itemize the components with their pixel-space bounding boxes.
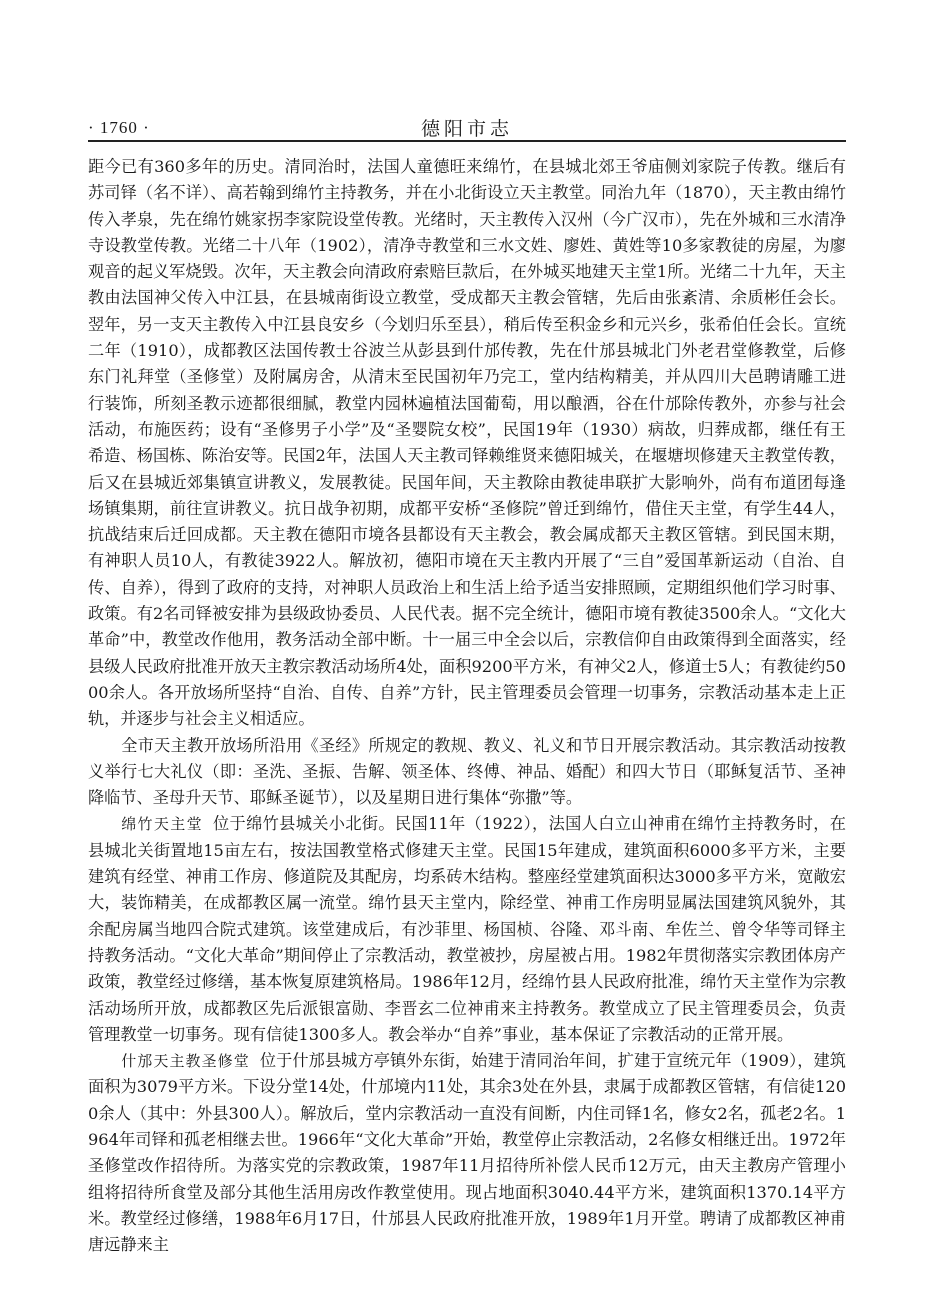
paragraph-text: 全市天主教开放场所沿用《圣经》所规定的教规、教义、礼义和节日开展宗教活动。其宗教活动按教义举行七大礼仪（即：圣洗、圣振、告解、领圣体、终傅、神品、婚配）和四大节日（耶稣复活节、圣神降临节、圣母升天节、耶稣圣诞节），以及星期日进行集体“弥撒”等。 [88, 735, 846, 808]
section-shifang-church [88, 1048, 846, 1258]
header-rule [88, 140, 846, 142]
paragraph-1 [88, 154, 846, 733]
paragraph-text: 距今已有360多年的历史。清同治时，法国人童德旺来绵竹，在县城北郊王爷庙侧刘家院子传教。继后有苏司铎（名不详）、高若翰到绵竹主持教务，并在小北街设立天主教堂。同治九年（1870），天主教由绵竹传入孝泉，先在绵竹姚家拐李家院设堂传教。光绪时，天主教传入汉州（今广汉市），先在外城和三水清净寺设教堂传教。光绪二十八年（1902），清净寺教堂和三水文姓、廖姓、黄姓等10多家教徒的房屋，为廖观音的起义军烧毁。次年，天主教会向清政府索赔巨款后，在外城买地建天主堂1所。光绪二十九年，天主教由法国神父传入中江县，在县城南街设立教堂，受成都天主教会管辖，先后由张紊清、余质彬任会长。翌年，另一支天主教传入中江县良安乡（今划归乐至县），稍后传至积金乡和元兴乡，张希伯任会长。宣统二年（1910），成都教区法国传教士谷波兰从彭县到什邡传教，先在什邡县城北门外老君堂修教堂，后修东门礼拜堂（圣修堂）及附属房舍，从清末至民国初年乃完工，堂内结构精美，并从四川大邑聘请雕工进行装饰，所刻圣教示迹都很细腻，教堂内园林遍植法国葡萄，用以酿酒，谷在什邡除传教外，亦参与社会活动，布施医药；设有“圣修男子小学”及“圣婴院女校”，民国19年（1930）病故，归葬成都，继任有王希造、杨国栋、陈治安等。民国2年，法国人天主教司铎赖维贤来德阳城关，在堰塘坝修建天主教堂传教，后又在县城近郊集镇宣讲教义，发展教徒。民国年间，天主教除由教徒串联扩大影响外，尚有布道团每逢场镇集期，前往宣讲教义。抗日战争初期，成都平安桥“圣修院”曾迁到绵竹，借住天主堂，有学生44人，抗战结束后迁回成都。天主教在德阳市境各县都设有天主教会，教会属成都天主教区管辖。到民国末期，有神职人员10人，有教徒3922人。解放初，德阳市境在天主教内开展了“三自”爱国革新运动（自治、自传、自养），得到了政府的支持，对神职人员政治上和生活上给予适当安排照顾，定期组织他们学习时事、政策。有2名司铎被安排为县级政协委员、人民代表。据不完全统计，德阳市境有教徒3500余人。“文化大革命”中，教堂改作他用，教务活动全部中断。十一届三中全会以后，宗教信仰自由政策得到全面落实，经县级人民政府批准开放天主教宗教活动场所4处，面积9200平方米，有神父2人，修道士5人；有教徒约5000余人。各开放场所坚持“自治、自传、自养”方针，民主管理委员会管理一切事务，宗教活动基本走上正轨，并逐步与社会主义相适应。 [88, 157, 846, 729]
body-text [88, 154, 846, 1258]
paragraph-text: 位于什邡县城方亭镇外东街，始建于清同治年间，扩建于宣统元年（1909），建筑面积为3079平方米。下设分堂14处，什邡境内11处，其余3处在外县，隶属于成都教区管辖，有信徒1200余人（其中：外县300人）。解放后，堂内宗教活动一直没有间断，内住司铎1名，修女2名，孤老2名。1964年司铎和孤老相继去世。1966年“文化大革命”开始，教堂停止宗教活动，2名修女相继迁出。1972年圣修堂改作招待所。为落实党的宗教政策，1987年11月招待所补偿人民币12万元，由天主教房产管理小组将招待所食堂及部分其他生活用房改作教堂使用。现占地面积3040.44平方米，建筑面积1370.14平方米。教堂经过修缮，1988年6月17日，什邡县人民政府批准开放，1989年1月开堂。聘请了成都教区神甫唐远静来主 [88, 1051, 846, 1255]
section-heading: 绵竹天主堂 [121, 815, 203, 834]
paragraph-2 [88, 733, 846, 812]
book-title: 德阳市志 [420, 118, 513, 140]
section-mianzhu-church [88, 811, 846, 1048]
page-number: · 1760 · [88, 118, 150, 137]
paragraph-text: 位于绵竹县城关小北街。民国11年（1922），法国人白立山神甫在绵竹主持教务时，在县城北关街置地15亩左右，按法国教堂格式修建天主堂。民国15年建成，建筑面积6000多平方米，主要建筑有经堂、神甫工作房、修道院及其配房，均系砖木结构。整座经堂建筑面积达3000多平方米，宽敞宏大，装饰精美，在成都教区属一流堂。绵竹县天主堂内，除经堂、神甫工作房明显属法国建筑风貌外，其余配房属当地四合院式建筑。该堂建成后，有沙菲里、杨国桢、谷隆、邓斗南、牟佐兰、曾令华等司铎主持教务活动。“文化大革命”期间停止了宗教活动，教堂被抄，房屋被占用。1982年贯彻落实宗教团体房产政策，教堂经过修缮，基本恢复原建筑格局。1986年12月，经绵竹县人民政府批准，绵竹天主堂作为宗教活动场所开放，成都教区先后派银富勋、李晋玄二位神甫来主持教务。教堂成立了民主管理委员会，负责管理教堂一切事务。现有信徒1300多人。教会举办“自养”事业，基本保证了宗教活动的正常开展。 [88, 814, 846, 1044]
section-heading: 什邡天主教圣修堂 [121, 1052, 250, 1071]
